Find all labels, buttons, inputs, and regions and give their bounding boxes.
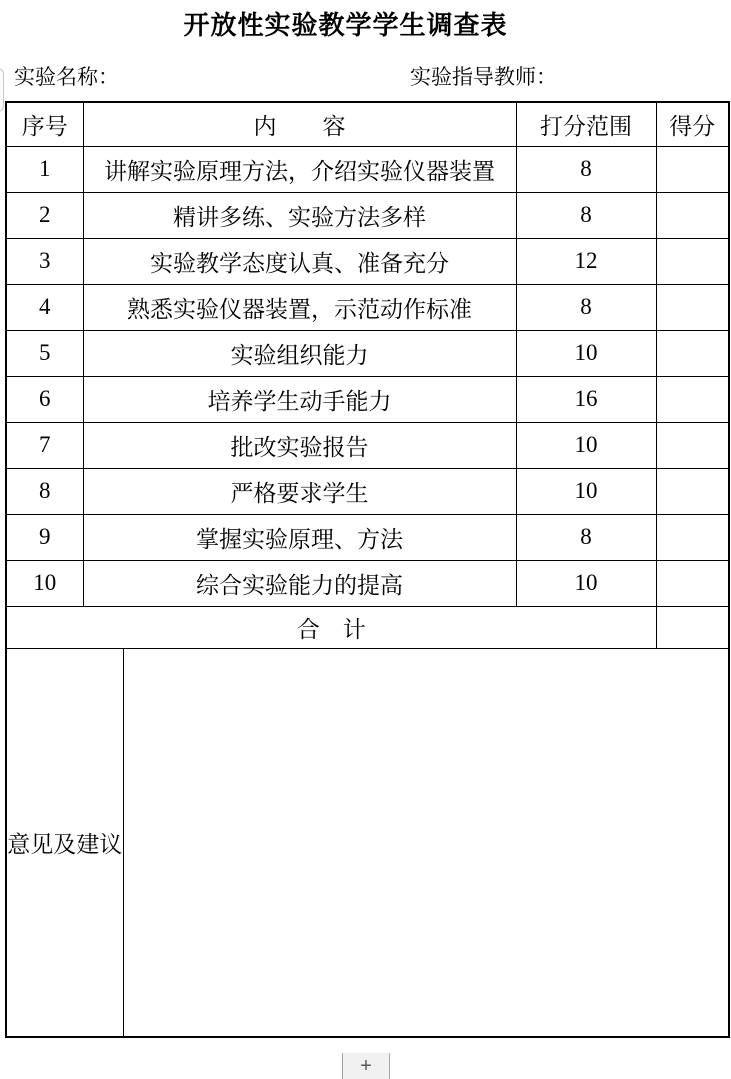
score-cell xyxy=(656,284,729,330)
comments-area-cell xyxy=(123,648,729,1037)
total-row xyxy=(6,606,729,648)
index-cell: 8 xyxy=(6,468,83,514)
content-cell: 讲解实验原理方法，介绍实验仪器装置 xyxy=(83,146,516,192)
content-cell: 综合实验能力的提高 xyxy=(83,560,516,606)
score-cell xyxy=(656,514,729,560)
score-cell xyxy=(656,330,729,376)
index-cell: 7 xyxy=(6,422,83,468)
add-button[interactable] xyxy=(342,1053,390,1079)
range-cell: 12 xyxy=(516,238,656,284)
table-row xyxy=(6,284,729,330)
table-row xyxy=(6,146,729,192)
table-row xyxy=(6,468,729,514)
comments-row xyxy=(6,648,729,1037)
header-range: 打分范围 xyxy=(516,102,656,146)
score-cell xyxy=(656,560,729,606)
score-cell xyxy=(656,192,729,238)
index-cell: 10 xyxy=(6,560,83,606)
content-cell: 批改实验报告 xyxy=(83,422,516,468)
index-cell: 9 xyxy=(6,514,83,560)
range-cell: 10 xyxy=(516,422,656,468)
score-cell xyxy=(656,422,729,468)
content-cell: 培养学生动手能力 xyxy=(83,376,516,422)
table-row xyxy=(6,514,729,560)
plus-icon: + xyxy=(360,1055,372,1077)
score-cell xyxy=(656,238,729,284)
index-cell: 4 xyxy=(6,284,83,330)
index-cell: 1 xyxy=(6,146,83,192)
range-cell: 16 xyxy=(516,376,656,422)
table-row xyxy=(6,330,729,376)
range-cell: 10 xyxy=(516,560,656,606)
content-cell: 严格要求学生 xyxy=(83,468,516,514)
content-cell: 实验组织能力 xyxy=(83,330,516,376)
index-cell: 2 xyxy=(6,192,83,238)
index-cell: 6 xyxy=(6,376,83,422)
total-label-cell: 合 计 xyxy=(6,606,656,648)
range-cell: 10 xyxy=(516,330,656,376)
range-cell: 8 xyxy=(516,284,656,330)
index-cell: 3 xyxy=(6,238,83,284)
content-cell: 实验教学态度认真、准备充分 xyxy=(83,238,516,284)
header-row xyxy=(6,102,729,146)
header-index: 序号 xyxy=(6,102,83,146)
index-cell: 5 xyxy=(6,330,83,376)
table-row xyxy=(6,560,729,606)
content-cell: 掌握实验原理、方法 xyxy=(83,514,516,560)
range-cell: 8 xyxy=(516,192,656,238)
content-cell: 精讲多练、实验方法多样 xyxy=(83,192,516,238)
range-cell: 8 xyxy=(516,146,656,192)
table-row xyxy=(6,376,729,422)
table-row xyxy=(6,192,729,238)
header-score: 得分 xyxy=(656,102,729,146)
left-edge-panel-handle[interactable] xyxy=(0,68,4,112)
score-cell xyxy=(656,146,729,192)
total-score-cell xyxy=(656,606,729,648)
range-cell: 10 xyxy=(516,468,656,514)
experiment-name-label: 实验名称： xyxy=(14,65,119,89)
page-title: 开放性实验教学学生调查表 xyxy=(183,11,508,40)
survey-table xyxy=(5,101,730,1038)
score-cell xyxy=(656,468,729,514)
table-row xyxy=(6,422,729,468)
comments-label-cell: 意见及建议 xyxy=(6,648,123,1037)
score-cell xyxy=(656,376,729,422)
table-row xyxy=(6,238,729,284)
header-content: 内 容 xyxy=(83,102,516,146)
content-cell: 熟悉实验仪器装置，示范动作标准 xyxy=(83,284,516,330)
instructor-label: 实验指导教师： xyxy=(410,65,557,89)
range-cell: 8 xyxy=(516,514,656,560)
